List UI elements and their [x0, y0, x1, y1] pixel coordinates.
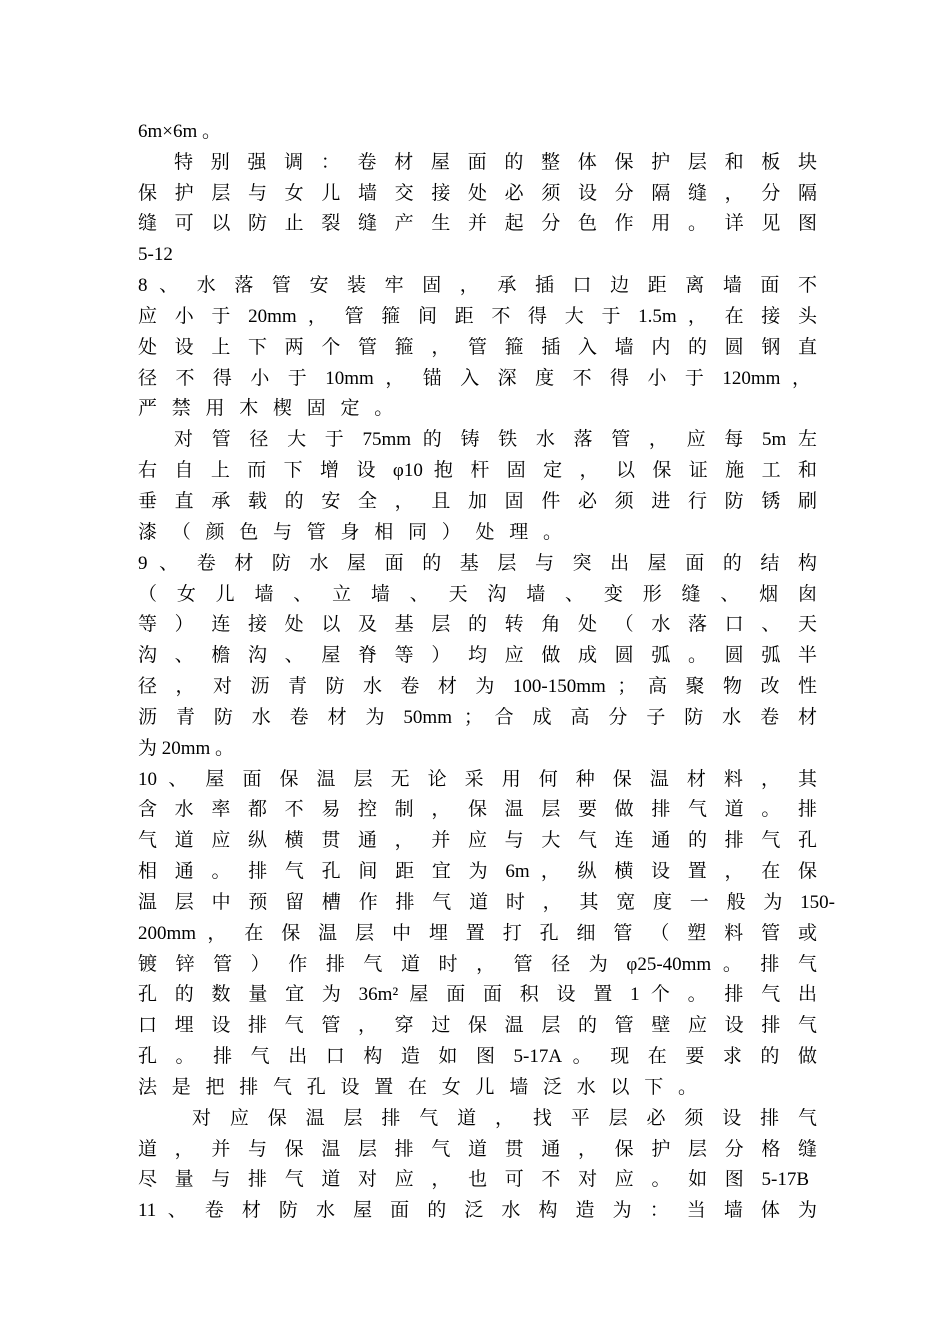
text-line: 垂 直 承 载 的 安 全 ， 且 加 固 件 必 须 进 行 防 锈 刷: [138, 491, 817, 512]
text-line: 镀 锌 管 ） 作 排 气 道 时 ， 管 径 为 φ25-40mm 。 排 气: [138, 954, 817, 975]
text-line: 为 20mm 。: [138, 738, 235, 759]
text-line: 11 、 卷 材 防 水 屋 面 的 泛 水 构 造 为 ： 当 墙 体 为: [138, 1200, 817, 1221]
text-line: 径 不 得 小 于 10mm ， 锚 入 深 度 不 得 小 于 120mm ，: [138, 368, 811, 389]
text-line: 孔 的 数 量 宜 为 36m² 屋 面 面 积 设 置 1 个 。 排 气 出: [138, 984, 817, 1005]
text-line: 10 、 屋 面 保 温 层 无 论 采 用 何 种 保 温 材 料 ， 其: [138, 769, 817, 790]
text-line: 气 道 应 纵 横 贯 通 ， 并 应 与 大 气 连 通 的 排 气 孔: [138, 830, 817, 851]
text-line: 孔 。 排 气 出 口 构 造 如 图 5-17A 。 现 在 要 求 的 做: [138, 1046, 817, 1067]
text-line: 8 、 水 落 管 安 装 牢 固 ， 承 插 口 边 距 离 墙 面 不: [138, 275, 817, 296]
text-line: 口 埋 设 排 气 管 ， 穿 过 保 温 层 的 管 壁 应 设 排 气: [138, 1015, 817, 1036]
text-line: 法 是 把 排 气 孔 设 置 在 女 儿 墙 泛 水 以 下 。: [138, 1077, 703, 1098]
text-line: 应 小 于 20mm ， 管 箍 间 距 不 得 大 于 1.5m ， 在 接 头: [138, 306, 817, 327]
text-line: 5-12: [138, 244, 173, 265]
text-line: 特 别 强 调 ： 卷 材 屋 面 的 整 体 保 护 层 和 板 块: [174, 152, 817, 173]
text-line: 道 ， 并 与 保 温 层 排 气 道 贯 通 ， 保 护 层 分 格 缝: [138, 1139, 817, 1160]
text-line: 含 水 率 都 不 易 控 制 ， 保 温 层 要 做 排 气 道 。 排: [138, 799, 817, 820]
text-line: （ 女 儿 墙 、 立 墙 、 天 沟 墙 、 变 形 缝 、 烟 囱: [138, 584, 817, 605]
text-line: 处 设 上 下 两 个 管 箍 ， 管 箍 插 入 墙 内 的 圆 钢 直: [138, 337, 817, 358]
text-line: 沥 青 防 水 卷 材 为 50mm ； 合 成 高 分 子 防 水 卷 材: [138, 707, 817, 728]
text-line: 6m×6m 。: [138, 121, 222, 142]
text-line: 200mm ， 在 保 温 层 中 埋 置 打 孔 细 管 （ 塑 料 管 或: [138, 923, 817, 944]
text-line: 保 护 层 与 女 儿 墙 交 接 处 必 须 设 分 隔 缝 ， 分 隔: [138, 183, 817, 204]
text-line: 温 层 中 预 留 槽 作 排 气 道 时 ， 其 宽 度 一 般 为 150-: [138, 892, 835, 913]
text-line: 尽 量 与 排 气 道 对 应 ， 也 可 不 对 应 。 如 图 5-17B: [138, 1169, 809, 1190]
text-line: 9 、 卷 材 防 水 屋 面 的 基 层 与 突 出 屋 面 的 结 构: [138, 553, 817, 574]
text-line: 对 应 保 温 层 排 气 道 ， 找 平 层 必 须 设 排 气: [192, 1108, 817, 1129]
text-line: 沟 、 檐 沟 、 屋 脊 等 ） 均 应 做 成 圆 弧 。 圆 弧 半: [138, 645, 817, 666]
text-line: 相 通 。 排 气 孔 间 距 宜 为 6m ， 纵 横 设 置 ， 在 保: [138, 861, 817, 882]
text-line: 漆 （ 颜 色 与 管 身 相 同 ） 处 理 。: [138, 522, 568, 543]
text-line: 缝 可 以 防 止 裂 缝 产 生 并 起 分 色 作 用 。 详 见 图: [138, 213, 817, 234]
text-line: 对 管 径 大 于 75mm 的 铸 铁 水 落 管 ， 应 每 5m 左: [174, 429, 817, 450]
text-line: 严 禁 用 木 楔 固 定 。: [138, 398, 399, 419]
text-line: 右 自 上 而 下 增 设 φ10 抱 杆 固 定 ， 以 保 证 施 工 和: [138, 460, 817, 481]
text-line: 等 ） 连 接 处 以 及 基 层 的 转 角 处 （ 水 落 口 、 天: [138, 614, 817, 635]
text-line: 径 ， 对 沥 青 防 水 卷 材 为 100-150mm ； 高 聚 物 改 性: [138, 676, 817, 697]
